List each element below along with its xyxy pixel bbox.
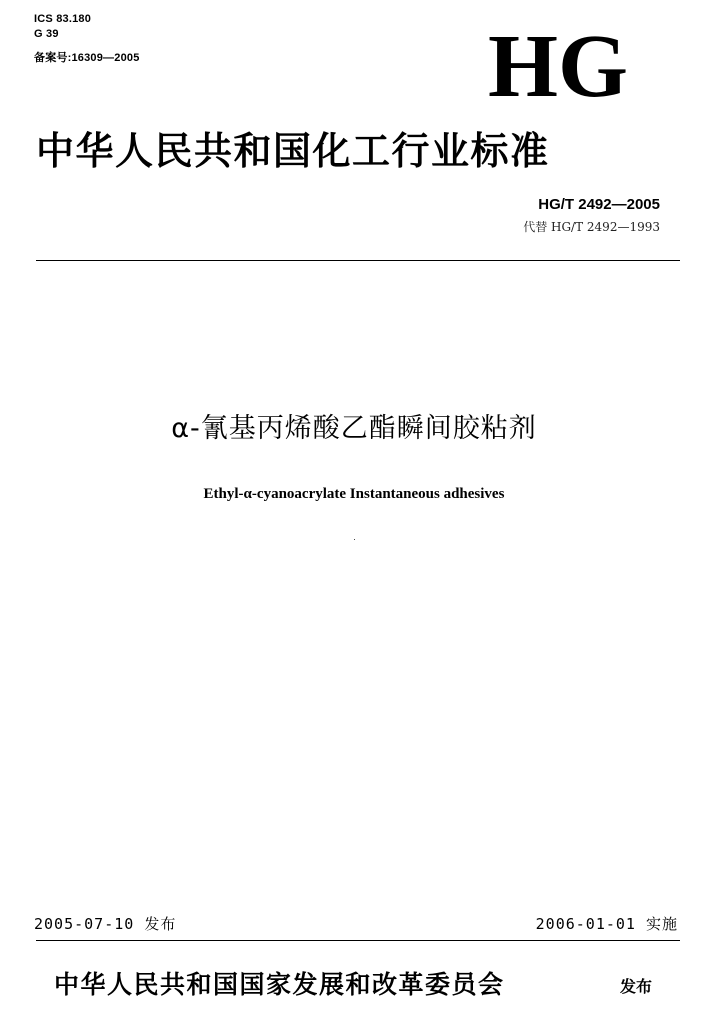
bottom-divider xyxy=(36,940,680,941)
implementation-date: 2006-01-01 实施 xyxy=(535,915,678,933)
replaces-standard: 代替 HG/T 2492—1993 xyxy=(523,220,660,234)
filing-number: 备案号:16309—2005 xyxy=(34,52,140,64)
ccs-code: G 39 xyxy=(34,28,59,40)
scan-speck xyxy=(354,539,355,540)
issuing-authority: 中华人民共和国国家发展和改革委员会 xyxy=(54,970,505,999)
hg-logo: HG xyxy=(488,17,629,116)
standard-title: 中华人民共和国化工行业标准 xyxy=(36,129,550,173)
issue-action-label: 发布 xyxy=(620,977,653,996)
standard-number: HG/T 2492—2005 xyxy=(538,196,660,213)
issue-date: 2005-07-10 发布 xyxy=(34,915,177,933)
document-title-english: Ethyl-α-cyanoacrylate Instantaneous adhesives xyxy=(203,486,505,502)
ics-code: ICS 83.180 xyxy=(34,13,92,25)
top-divider xyxy=(36,260,680,261)
document-title-chinese: α-氰基丙烯酸乙酯瞬间胶粘剂 xyxy=(171,413,537,444)
